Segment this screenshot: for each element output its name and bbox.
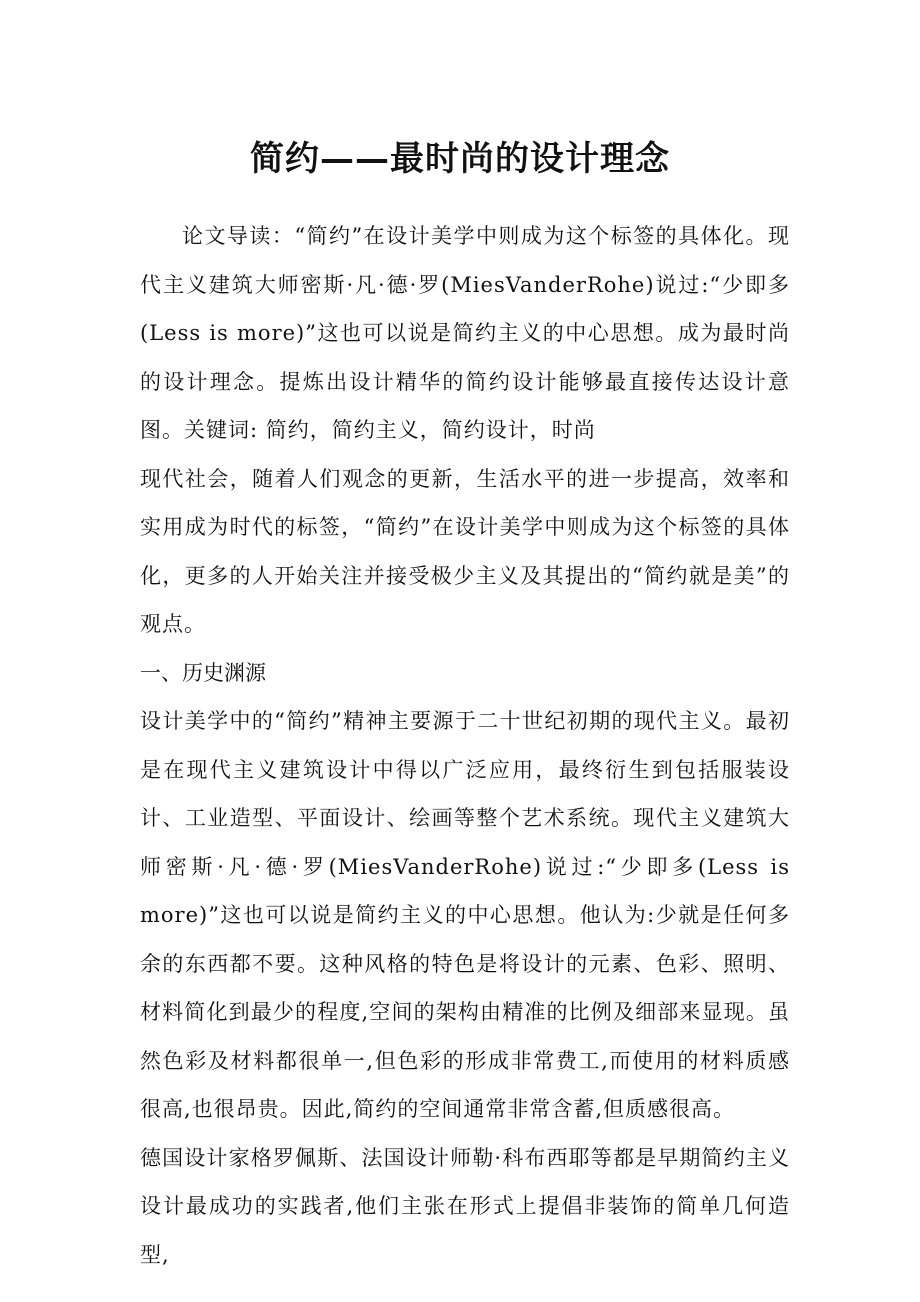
history-paragraph-2: 德国设计家格罗佩斯、法国设计师勒·科布西耶等都是早期简约主义设计最成功的实践者,他们主张在形式上提倡非装饰的简单几何造型, bbox=[140, 1145, 790, 1267]
abstract-paragraph: 论文导读：“简约”在设计美学中则成为这个标签的具体化。现代主义建筑大师密斯·凡·德·罗(MiesVanderRohe)说过:“少即多(Less is more)”这也可以说是简约主义的中心思想。成为最时尚的设计理念。提炼出设计精华的简约设计能够最直接传达设计意图。关键词: 简约，简约主义，简约设计，时尚 bbox=[140, 224, 790, 442]
document-body bbox=[140, 212, 790, 1279]
document-title: 简约——最时尚的设计理念 bbox=[250, 138, 670, 179]
intro-paragraph: 现代社会，随着人们观念的更新，生活水平的进一步提高，效率和实用成为时代的标签，“简约”在设计美学中则成为这个标签的具体化，更多的人开始关注并接受极少主义及其提出的“简约就是美”的观点。 bbox=[140, 466, 790, 636]
section-heading-history: 一、历史渊源 bbox=[140, 660, 266, 685]
history-paragraph-1: 设计美学中的“简约”精神主要源于二十世纪初期的现代主义。最初是在现代主义建筑设计中得以广泛应用，最终衍生到包括服装设计、工业造型、平面设计、绘画等整个艺术系统。现代主义建筑大师密斯·凡·德·罗(MiesVanderRohe)说过:“少即多(Less is more)”这也可以说是简约主义的中心思想。他认为:少就是任何多余的东西都不要。这种风格的特色是将设计的元素、色彩、照明、材料简化到最少的程度,空间的架构由精准的比例及细部来显现。虽然色彩及材料都很单一,但色彩的形成非常费工,而使用的材料质感很高,也很昂贵。因此,简约的空间通常非常含蓄,但质感很高。 bbox=[140, 709, 790, 1121]
